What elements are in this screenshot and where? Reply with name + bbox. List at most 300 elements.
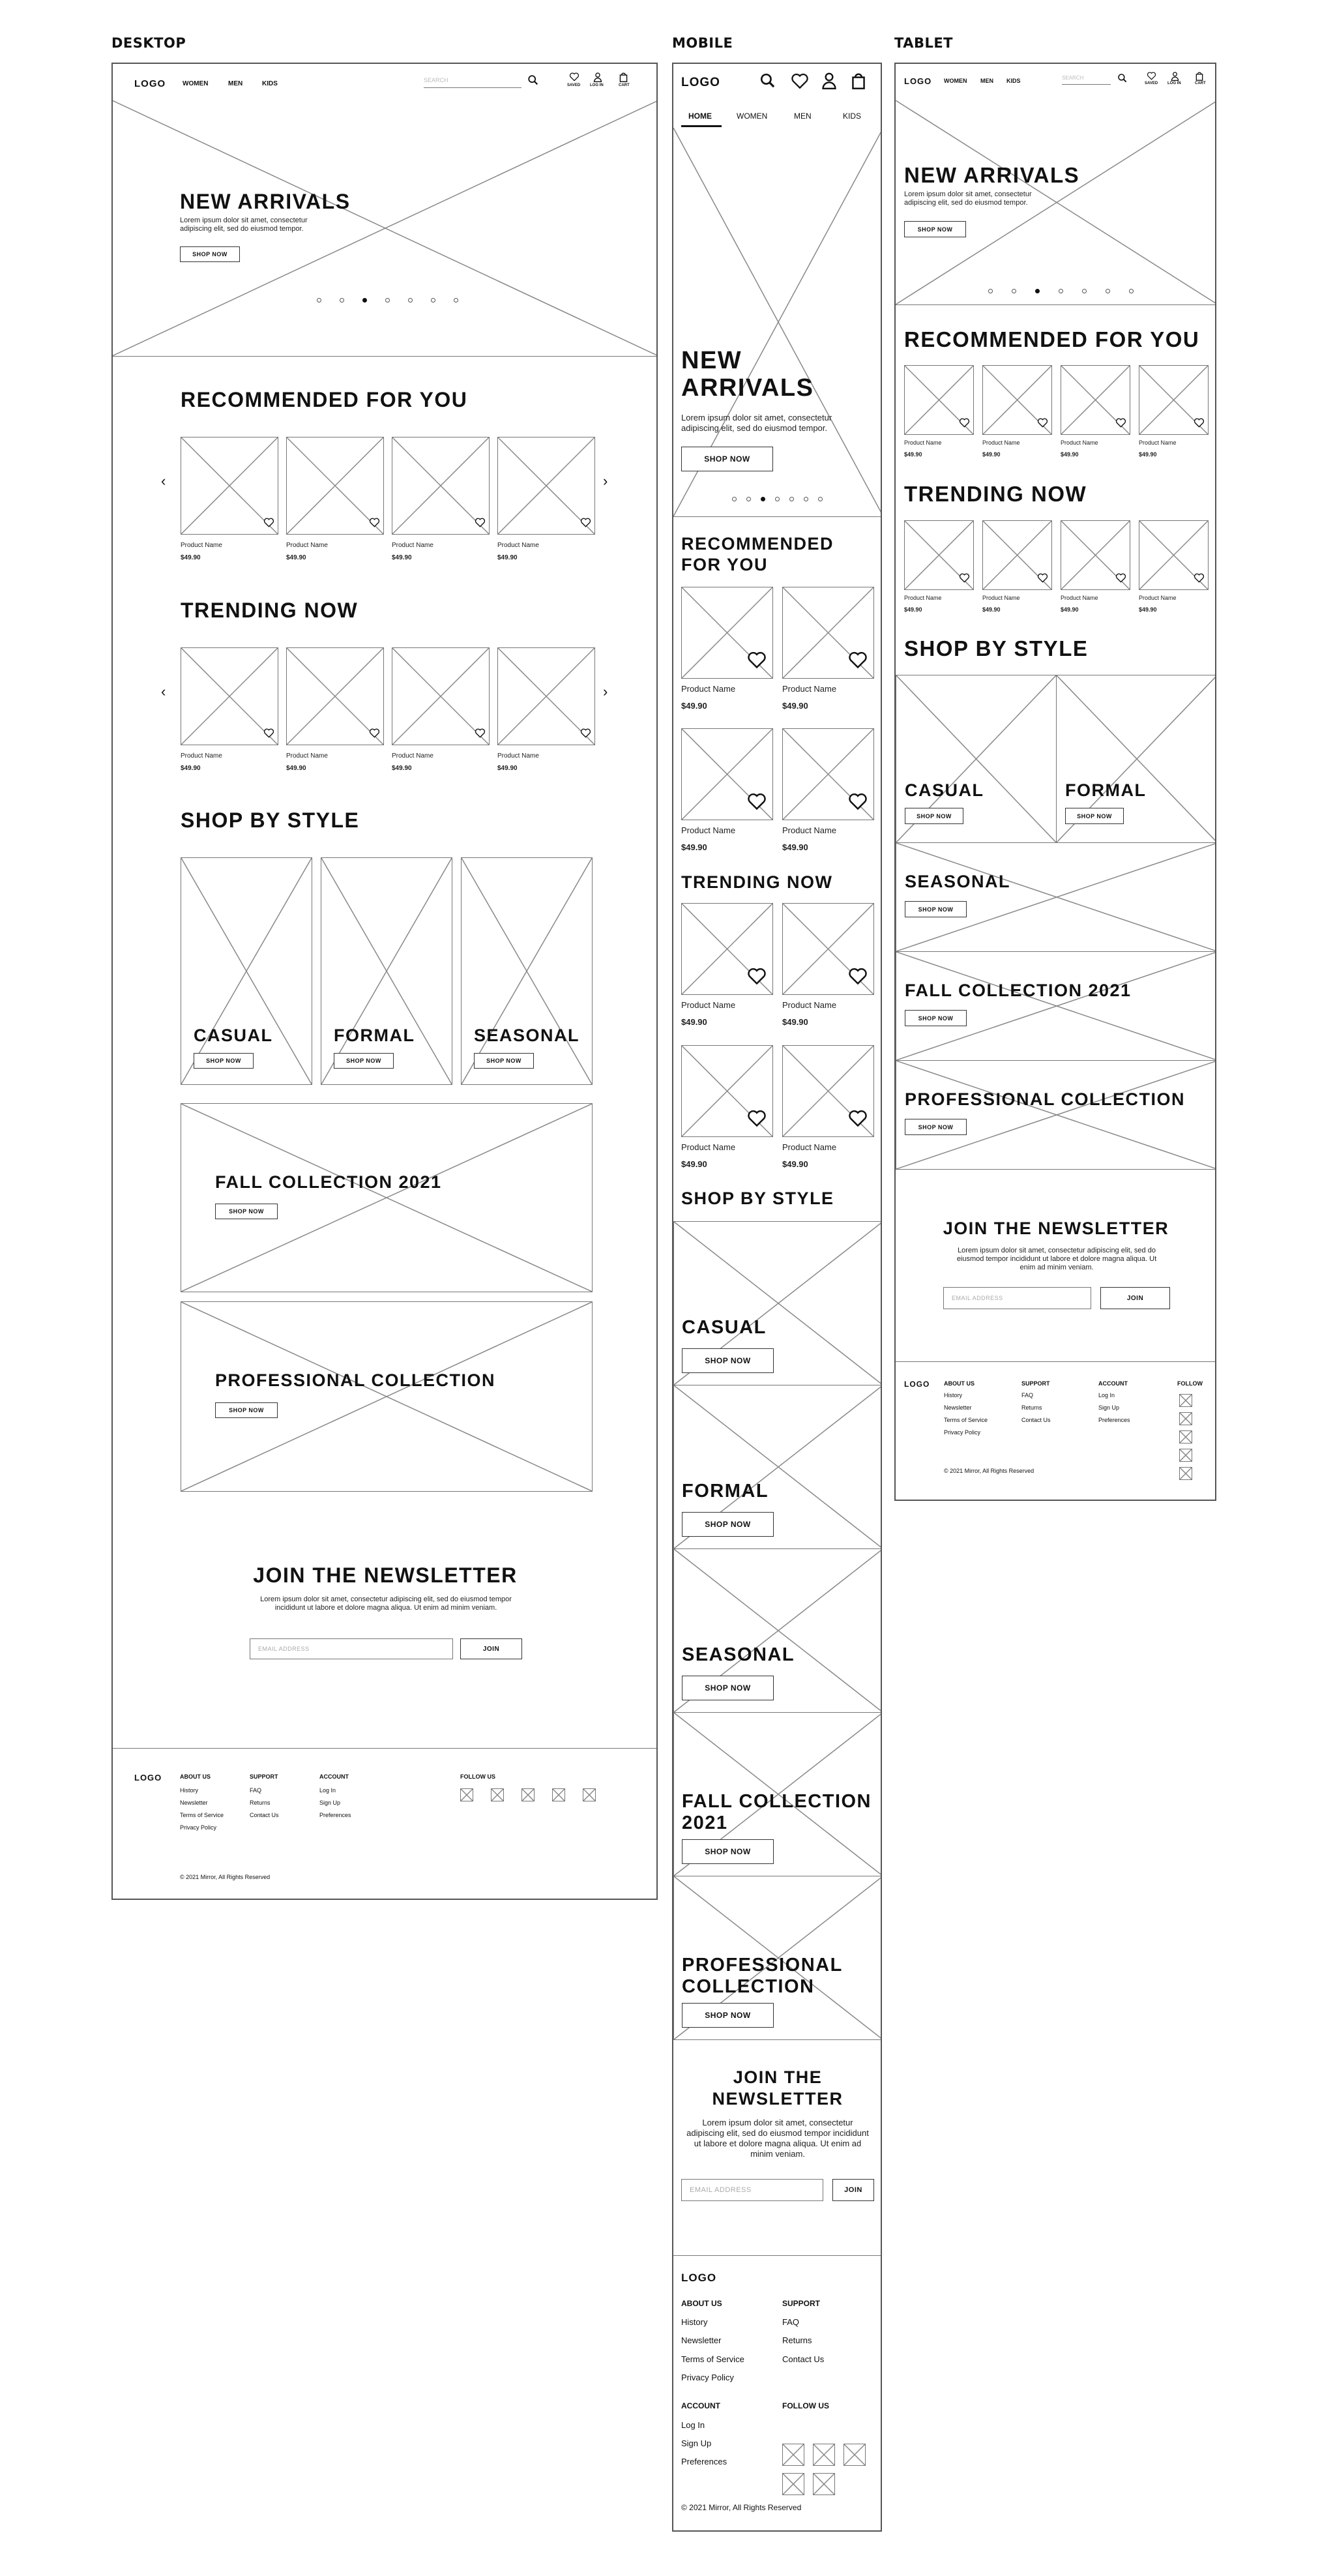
product-card[interactable] <box>982 520 1052 619</box>
product-name[interactable]: Product Name <box>782 1000 837 1010</box>
product-image[interactable] <box>1061 365 1130 435</box>
footer-faq[interactable]: FAQ <box>782 2317 800 2327</box>
fall-collection-title-2: 2021 <box>682 1813 728 1833</box>
trending-prev-arrow[interactable]: ‹ <box>161 683 166 700</box>
product-price: $49.90 <box>782 701 808 711</box>
product-image[interactable] <box>497 647 595 745</box>
fall-shop-now-button[interactable]: SHOP NOW <box>905 1010 967 1026</box>
product-price: $49.90 <box>392 765 412 772</box>
heart-icon[interactable] <box>848 793 868 814</box>
professional-collection-tile[interactable] <box>896 1060 1216 1170</box>
carousel-dot[interactable] <box>362 298 367 303</box>
carousel-dot[interactable] <box>804 497 808 501</box>
carousel-dot[interactable] <box>385 298 390 303</box>
product-price: $49.90 <box>982 606 1001 613</box>
product-price: $49.90 <box>681 1159 707 1169</box>
product-price: $49.90 <box>904 606 922 613</box>
seasonal-tile[interactable] <box>896 842 1216 952</box>
formal-tile[interactable] <box>673 1385 882 1549</box>
casual-tile[interactable] <box>673 1221 882 1385</box>
nav-women[interactable]: WOMEN <box>183 80 209 87</box>
newsletter-title-2: NEWSLETTER <box>712 2089 843 2109</box>
fall-collection-tile[interactable] <box>673 1712 882 1876</box>
social-icon[interactable] <box>1179 1412 1192 1425</box>
nav-men[interactable]: MEN <box>228 80 243 87</box>
product-card[interactable] <box>497 647 595 778</box>
social-icon[interactable] <box>813 2473 835 2495</box>
product-image[interactable] <box>982 520 1052 590</box>
footer-contact[interactable]: Contact Us <box>782 2354 825 2364</box>
footer-faq[interactable]: FAQ <box>250 1787 262 1794</box>
bag-icon[interactable] <box>851 72 866 89</box>
footer-logo[interactable]: LOGO <box>134 1773 162 1783</box>
heart-icon[interactable] <box>580 728 591 741</box>
footer-about-heading: ABOUT US <box>681 2299 722 2308</box>
heart-icon[interactable] <box>1115 573 1126 586</box>
saved-label: SAVED <box>567 83 581 87</box>
social-icon[interactable] <box>491 1788 504 1801</box>
product-price: $49.90 <box>497 765 518 772</box>
product-name[interactable]: Product Name <box>782 684 837 694</box>
hero-shop-now-button[interactable]: SHOP NOW <box>681 447 773 471</box>
product-card[interactable] <box>782 1045 874 1172</box>
casual-shop-now-button[interactable]: SHOP NOW <box>905 808 963 824</box>
product-image[interactable] <box>1139 520 1209 590</box>
hero-text-2: adipiscing elit, sed do eiusmod tempor. <box>681 423 828 433</box>
logo[interactable]: LOGO <box>904 76 932 86</box>
product-card[interactable] <box>181 437 278 567</box>
product-name[interactable]: Product Name <box>681 684 736 694</box>
carousel-dot[interactable] <box>1059 289 1063 293</box>
hero-text-1: Lorem ipsum dolor sit amet, consectetur <box>681 413 832 422</box>
product-card[interactable] <box>782 587 874 714</box>
trending-next-arrow[interactable]: › <box>603 683 608 700</box>
footer-support-heading: SUPPORT <box>782 2299 821 2308</box>
footer-signup[interactable]: Sign Up <box>681 2438 712 2448</box>
heart-icon[interactable] <box>848 1110 868 1131</box>
product-image[interactable] <box>181 647 278 745</box>
product-card[interactable] <box>681 728 773 855</box>
mobile-label: MOBILE <box>672 35 733 51</box>
product-card[interactable] <box>286 647 384 778</box>
newsletter-title: JOIN THE NEWSLETTER <box>253 1563 518 1587</box>
product-name[interactable]: Product Name <box>681 1142 736 1152</box>
formal-title: FORMAL <box>682 1481 769 1502</box>
product-name[interactable]: Product Name <box>782 825 837 835</box>
heart-icon[interactable] <box>848 651 868 672</box>
heart-icon[interactable] <box>369 728 380 741</box>
hero-text-1: Lorem ipsum dolor sit amet, consectetur <box>180 216 308 224</box>
trending-title: TRENDING NOW <box>904 482 1087 506</box>
product-name[interactable]: Product Name <box>982 595 1020 601</box>
seasonal-shop-now-button[interactable]: SHOP NOW <box>682 1676 774 1700</box>
bag-icon[interactable] <box>1195 71 1203 81</box>
carousel-dot[interactable] <box>1106 289 1110 293</box>
heart-icon[interactable] <box>791 73 809 89</box>
carousel-dot[interactable] <box>761 497 765 501</box>
carousel-dot[interactable] <box>789 497 794 501</box>
footer-terms[interactable]: Terms of Service <box>681 2354 744 2364</box>
product-price: $49.90 <box>681 1017 707 1027</box>
product-card[interactable] <box>904 520 974 619</box>
formal-shop-now-button[interactable]: SHOP NOW <box>1065 808 1124 824</box>
logo[interactable]: LOGO <box>681 76 720 89</box>
join-button[interactable]: JOIN <box>832 2179 874 2201</box>
search-input[interactable]: SEARCH <box>424 77 521 88</box>
product-card[interactable] <box>1061 365 1130 464</box>
social-icon[interactable] <box>813 2444 835 2466</box>
product-card[interactable] <box>782 728 874 855</box>
heart-icon[interactable] <box>1194 418 1205 431</box>
product-image[interactable] <box>1139 365 1209 435</box>
nav-kids[interactable]: KIDS <box>262 80 278 87</box>
hero-banner <box>112 100 658 356</box>
product-image[interactable] <box>681 728 773 820</box>
footer-terms[interactable]: Terms of Service <box>944 1417 988 1423</box>
heart-icon[interactable] <box>263 518 274 531</box>
footer-support-heading: SUPPORT <box>250 1773 278 1780</box>
heart-icon[interactable] <box>747 968 767 988</box>
footer-about-heading: ABOUT US <box>944 1380 975 1387</box>
carousel-dot[interactable] <box>317 298 321 303</box>
product-price: $49.90 <box>1061 451 1079 458</box>
seasonal-tile[interactable] <box>461 857 593 1085</box>
product-card[interactable] <box>181 647 278 778</box>
product-image[interactable] <box>181 437 278 535</box>
carousel-dot[interactable] <box>1012 289 1016 293</box>
product-image[interactable] <box>782 1045 874 1137</box>
casual-tile[interactable] <box>896 675 1057 843</box>
recommended-prev-arrow[interactable]: ‹ <box>161 473 166 489</box>
logo[interactable]: LOGO <box>134 78 166 89</box>
user-icon[interactable] <box>593 72 602 82</box>
product-name[interactable]: Product Name <box>1139 439 1177 446</box>
product-name[interactable]: Product Name <box>286 542 328 549</box>
footer-history[interactable]: History <box>180 1787 199 1794</box>
carousel-dot[interactable] <box>818 497 823 501</box>
product-image[interactable] <box>497 437 595 535</box>
tab-kids[interactable]: KIDS <box>843 111 862 121</box>
carousel-dot[interactable] <box>1082 289 1087 293</box>
product-card[interactable] <box>392 437 490 567</box>
professional-collection-tile[interactable] <box>673 1876 882 2040</box>
professional-collection-title: PROFESSIONAL <box>682 1955 843 1976</box>
footer-login[interactable]: Log In <box>319 1787 336 1794</box>
product-name[interactable]: Product Name <box>904 439 942 446</box>
product-image[interactable] <box>286 437 384 535</box>
heart-icon[interactable] <box>1147 72 1156 80</box>
footer-contact[interactable]: Contact Us <box>1021 1417 1051 1423</box>
user-icon[interactable] <box>821 72 837 89</box>
carousel-dot[interactable] <box>746 497 751 501</box>
carousel-dot[interactable] <box>408 298 413 303</box>
casual-title: CASUAL <box>194 1026 273 1045</box>
product-name[interactable]: Product Name <box>904 595 942 601</box>
carousel-dot[interactable] <box>431 298 435 303</box>
footer-history[interactable]: History <box>944 1392 963 1399</box>
product-name[interactable]: Product Name <box>681 825 736 835</box>
product-card[interactable] <box>1061 520 1130 619</box>
social-icon[interactable] <box>1179 1394 1192 1407</box>
product-price: $49.90 <box>681 842 707 852</box>
carousel-dot[interactable] <box>454 298 458 303</box>
product-price: $49.90 <box>782 842 808 852</box>
formal-tile[interactable] <box>321 857 452 1085</box>
footer-returns[interactable]: Returns <box>782 2335 812 2345</box>
carousel-dot[interactable] <box>340 298 344 303</box>
tab-women[interactable]: WOMEN <box>737 111 768 121</box>
product-card[interactable] <box>681 903 773 1030</box>
product-image[interactable] <box>782 728 874 820</box>
tablet-frame <box>894 63 1216 1501</box>
desktop-frame <box>111 63 658 1900</box>
footer-contact[interactable]: Contact Us <box>250 1812 279 1818</box>
product-image[interactable] <box>392 437 490 535</box>
social-icon[interactable] <box>460 1788 473 1801</box>
social-icon[interactable] <box>521 1788 535 1801</box>
product-card[interactable] <box>497 437 595 567</box>
product-card[interactable] <box>681 1045 773 1172</box>
search-icon[interactable] <box>527 74 539 86</box>
product-image[interactable] <box>782 587 874 679</box>
social-icon[interactable] <box>583 1788 596 1801</box>
shop-by-style-title: SHOP BY STYLE <box>681 1189 834 1208</box>
casual-shop-now-button[interactable]: SHOP NOW <box>682 1348 774 1373</box>
carousel-dot[interactable] <box>732 497 737 501</box>
heart-icon[interactable] <box>569 72 579 81</box>
product-price: $49.90 <box>782 1159 808 1169</box>
social-icon[interactable] <box>843 2444 866 2466</box>
product-card[interactable] <box>782 903 874 1030</box>
product-card[interactable] <box>1139 520 1209 619</box>
hero-divider <box>673 516 882 517</box>
nav-women[interactable]: WOMEN <box>944 78 967 84</box>
social-icon[interactable] <box>1179 1430 1192 1443</box>
search-input[interactable]: SEARCH <box>1062 75 1111 85</box>
hero-shop-now-button[interactable]: SHOP NOW <box>904 221 966 237</box>
join-button[interactable]: JOIN <box>460 1638 522 1659</box>
social-icon[interactable] <box>782 2473 804 2495</box>
tab-men[interactable]: MEN <box>794 111 812 121</box>
trending-title: TRENDING NOW <box>181 599 359 622</box>
search-icon[interactable] <box>759 72 776 89</box>
tablet-label: TABLET <box>894 35 954 51</box>
heart-icon[interactable] <box>959 418 970 431</box>
professional-collection-shop-now-button[interactable]: SHOP NOW <box>682 2003 774 2028</box>
recommended-title-2: FOR YOU <box>681 555 769 574</box>
fall-collection-tile[interactable] <box>896 951 1216 1061</box>
footer-login[interactable]: Log In <box>681 2420 705 2430</box>
email-input[interactable]: EMAIL ADDRESS <box>943 1287 1091 1309</box>
heart-icon[interactable] <box>747 651 767 672</box>
desktop-label: DESKTOP <box>111 35 186 51</box>
product-name[interactable]: Product Name <box>782 1142 837 1152</box>
footer-logo[interactable]: LOGO <box>904 1380 930 1389</box>
heart-icon[interactable] <box>747 1110 767 1131</box>
seasonal-tile[interactable] <box>673 1548 882 1713</box>
heart-icon[interactable] <box>1037 573 1048 586</box>
footer-returns[interactable]: Returns <box>1021 1404 1042 1411</box>
product-image[interactable] <box>681 903 773 995</box>
footer-returns[interactable]: Returns <box>250 1799 271 1806</box>
newsletter-text: Lorem ipsum dolor sit amet, consectetur adipiscing elit, sed do eiusmod tempor incididunt ut labore et dolore magna aliqua. Ut enim ad minim veniam. <box>686 2118 869 2159</box>
footer-preferences[interactable]: Preferences <box>1098 1417 1130 1423</box>
fall-collection-tile[interactable] <box>181 1103 593 1292</box>
cart-label: CART <box>619 83 630 87</box>
hero-divider <box>113 356 658 357</box>
footer-faq[interactable]: FAQ <box>1021 1392 1034 1399</box>
formal-shop-now-button[interactable]: SHOP NOW <box>334 1053 394 1069</box>
heart-icon[interactable] <box>1115 418 1126 431</box>
email-input[interactable]: EMAIL ADDRESS <box>681 2179 823 2201</box>
shop-by-style-title: SHOP BY STYLE <box>904 636 1089 660</box>
product-image[interactable] <box>681 1045 773 1137</box>
product-image[interactable] <box>904 365 974 435</box>
product-card[interactable] <box>392 647 490 778</box>
heart-icon[interactable] <box>263 728 274 741</box>
footer-login[interactable]: Log In <box>1098 1392 1115 1399</box>
product-image[interactable] <box>681 587 773 679</box>
carousel-dot[interactable] <box>988 289 993 293</box>
join-button[interactable]: JOIN <box>1100 1287 1170 1309</box>
professional-shop-now-button[interactable]: SHOP NOW <box>215 1402 278 1418</box>
product-name[interactable]: Product Name <box>1061 439 1098 446</box>
mobile-frame <box>672 63 882 2532</box>
footer-copyright: © 2021 Mirror, All Rights Reserved <box>681 2503 802 2512</box>
recommended-title: RECOMMENDED FOR YOU <box>181 388 468 411</box>
product-name[interactable]: Product Name <box>181 542 222 549</box>
footer-signup[interactable]: Sign Up <box>1098 1404 1120 1411</box>
product-card[interactable] <box>1139 365 1209 464</box>
footer-newsletter[interactable]: Newsletter <box>180 1799 208 1806</box>
heart-icon[interactable] <box>475 728 486 741</box>
heart-icon[interactable] <box>959 573 970 586</box>
seasonal-shop-now-button[interactable]: SHOP NOW <box>905 901 967 917</box>
hero-title: NEW ARRIVALS <box>180 190 351 213</box>
fall-shop-now-button[interactable]: SHOP NOW <box>215 1204 278 1219</box>
carousel-dot[interactable] <box>1035 289 1040 293</box>
footer-history[interactable]: History <box>681 2317 708 2327</box>
recommended-next-arrow[interactable]: › <box>603 473 608 489</box>
product-name[interactable]: Product Name <box>392 752 433 760</box>
social-icon[interactable] <box>782 2444 804 2466</box>
product-card[interactable] <box>286 437 384 567</box>
fall-collection-title: FALL COLLECTION 2021 <box>905 981 1132 1000</box>
saved-label: SAVED <box>1145 81 1158 85</box>
product-name[interactable]: Product Name <box>982 439 1020 446</box>
casual-tile[interactable] <box>181 857 312 1085</box>
professional-collection-tile[interactable] <box>181 1301 593 1492</box>
professional-shop-now-button[interactable]: SHOP NOW <box>905 1119 967 1135</box>
newsletter-text: Lorem ipsum dolor sit amet, consectetur adipiscing elit, sed do eiusmod tempor incididunt ut labore et dolore magna aliqua. Ut enim ad minim veniam. <box>956 1247 1157 1271</box>
newsletter-title: JOIN THE NEWSLETTER <box>943 1219 1169 1238</box>
footer-terms[interactable]: Terms of Service <box>180 1812 224 1818</box>
heart-icon[interactable] <box>369 518 380 531</box>
formal-tile[interactable] <box>1056 675 1216 843</box>
product-name[interactable]: Product Name <box>286 752 328 760</box>
heart-icon[interactable] <box>1194 573 1205 586</box>
footer-copyright: © 2021 Mirror, All Rights Reserved <box>180 1874 271 1880</box>
product-image[interactable] <box>982 365 1052 435</box>
email-input[interactable]: EMAIL ADDRESS <box>250 1638 453 1659</box>
social-icon[interactable] <box>1179 1449 1192 1462</box>
footer-account-heading: ACCOUNT <box>681 2401 720 2410</box>
seasonal-shop-now-button[interactable]: SHOP NOW <box>474 1053 534 1069</box>
formal-shop-now-button[interactable]: SHOP NOW <box>682 1512 774 1537</box>
social-icon[interactable] <box>552 1788 565 1801</box>
product-price: $49.90 <box>181 554 201 561</box>
product-price: $49.90 <box>392 554 412 561</box>
footer-preferences[interactable]: Preferences <box>319 1812 351 1818</box>
product-name[interactable]: Product Name <box>181 752 222 760</box>
product-image[interactable] <box>392 647 490 745</box>
heart-icon[interactable] <box>848 968 868 988</box>
footer-newsletter[interactable]: Newsletter <box>944 1404 972 1411</box>
hero-text-2: adipiscing elit, sed do eiusmod tempor. <box>904 199 1028 207</box>
heart-icon[interactable] <box>747 793 767 814</box>
footer-support-heading: SUPPORT <box>1021 1380 1050 1387</box>
hero-shop-now-button[interactable]: SHOP NOW <box>180 246 240 262</box>
heart-icon[interactable] <box>1037 418 1048 431</box>
footer-divider <box>673 2255 882 2256</box>
fall-collection-shop-now-button[interactable]: SHOP NOW <box>682 1839 774 1864</box>
footer-follow-heading: FOLLOW US <box>782 2401 829 2410</box>
footer-follow-heading: FOLLOW <box>1177 1380 1203 1387</box>
product-image[interactable] <box>1061 520 1130 590</box>
product-price: $49.90 <box>1061 606 1079 613</box>
tab-home[interactable]: HOME <box>688 111 712 121</box>
footer-account-heading: ACCOUNT <box>319 1773 349 1780</box>
footer-privacy[interactable]: Privacy Policy <box>944 1429 981 1436</box>
product-name[interactable]: Product Name <box>392 542 433 549</box>
search-icon[interactable] <box>1117 73 1128 83</box>
casual-shop-now-button[interactable]: SHOP NOW <box>194 1053 254 1069</box>
nav-men[interactable]: MEN <box>980 78 993 84</box>
carousel-dot[interactable] <box>775 497 780 501</box>
product-image[interactable] <box>782 903 874 995</box>
product-image[interactable] <box>904 520 974 590</box>
product-name[interactable]: Product Name <box>681 1000 736 1010</box>
footer-privacy[interactable]: Privacy Policy <box>681 2373 734 2382</box>
product-price: $49.90 <box>286 765 306 772</box>
product-price: $49.90 <box>904 451 922 458</box>
footer-preferences[interactable]: Preferences <box>681 2457 727 2466</box>
product-name[interactable]: Product Name <box>497 752 539 760</box>
footer-newsletter[interactable]: Newsletter <box>681 2335 722 2345</box>
bag-icon[interactable] <box>619 72 628 82</box>
product-card[interactable] <box>681 587 773 714</box>
product-image[interactable] <box>286 647 384 745</box>
product-name[interactable]: Product Name <box>1061 595 1098 601</box>
social-icon[interactable] <box>1179 1467 1192 1480</box>
heart-icon[interactable] <box>475 518 486 531</box>
footer-signup[interactable]: Sign Up <box>319 1799 341 1806</box>
product-card[interactable] <box>904 365 974 464</box>
footer-about-heading: ABOUT US <box>180 1773 211 1780</box>
product-name[interactable]: Product Name <box>497 542 539 549</box>
nav-kids[interactable]: KIDS <box>1006 78 1021 84</box>
footer-privacy[interactable]: Privacy Policy <box>180 1824 217 1831</box>
heart-icon[interactable] <box>580 518 591 531</box>
product-card[interactable] <box>982 365 1052 464</box>
carousel-dot[interactable] <box>1129 289 1134 293</box>
formal-title: FORMAL <box>334 1026 415 1045</box>
product-name[interactable]: Product Name <box>1139 595 1177 601</box>
footer-logo[interactable]: LOGO <box>681 2272 717 2284</box>
trending-title: TRENDING NOW <box>681 872 833 892</box>
user-icon[interactable] <box>1171 72 1179 81</box>
seasonal-title: SEASONAL <box>682 1644 795 1665</box>
